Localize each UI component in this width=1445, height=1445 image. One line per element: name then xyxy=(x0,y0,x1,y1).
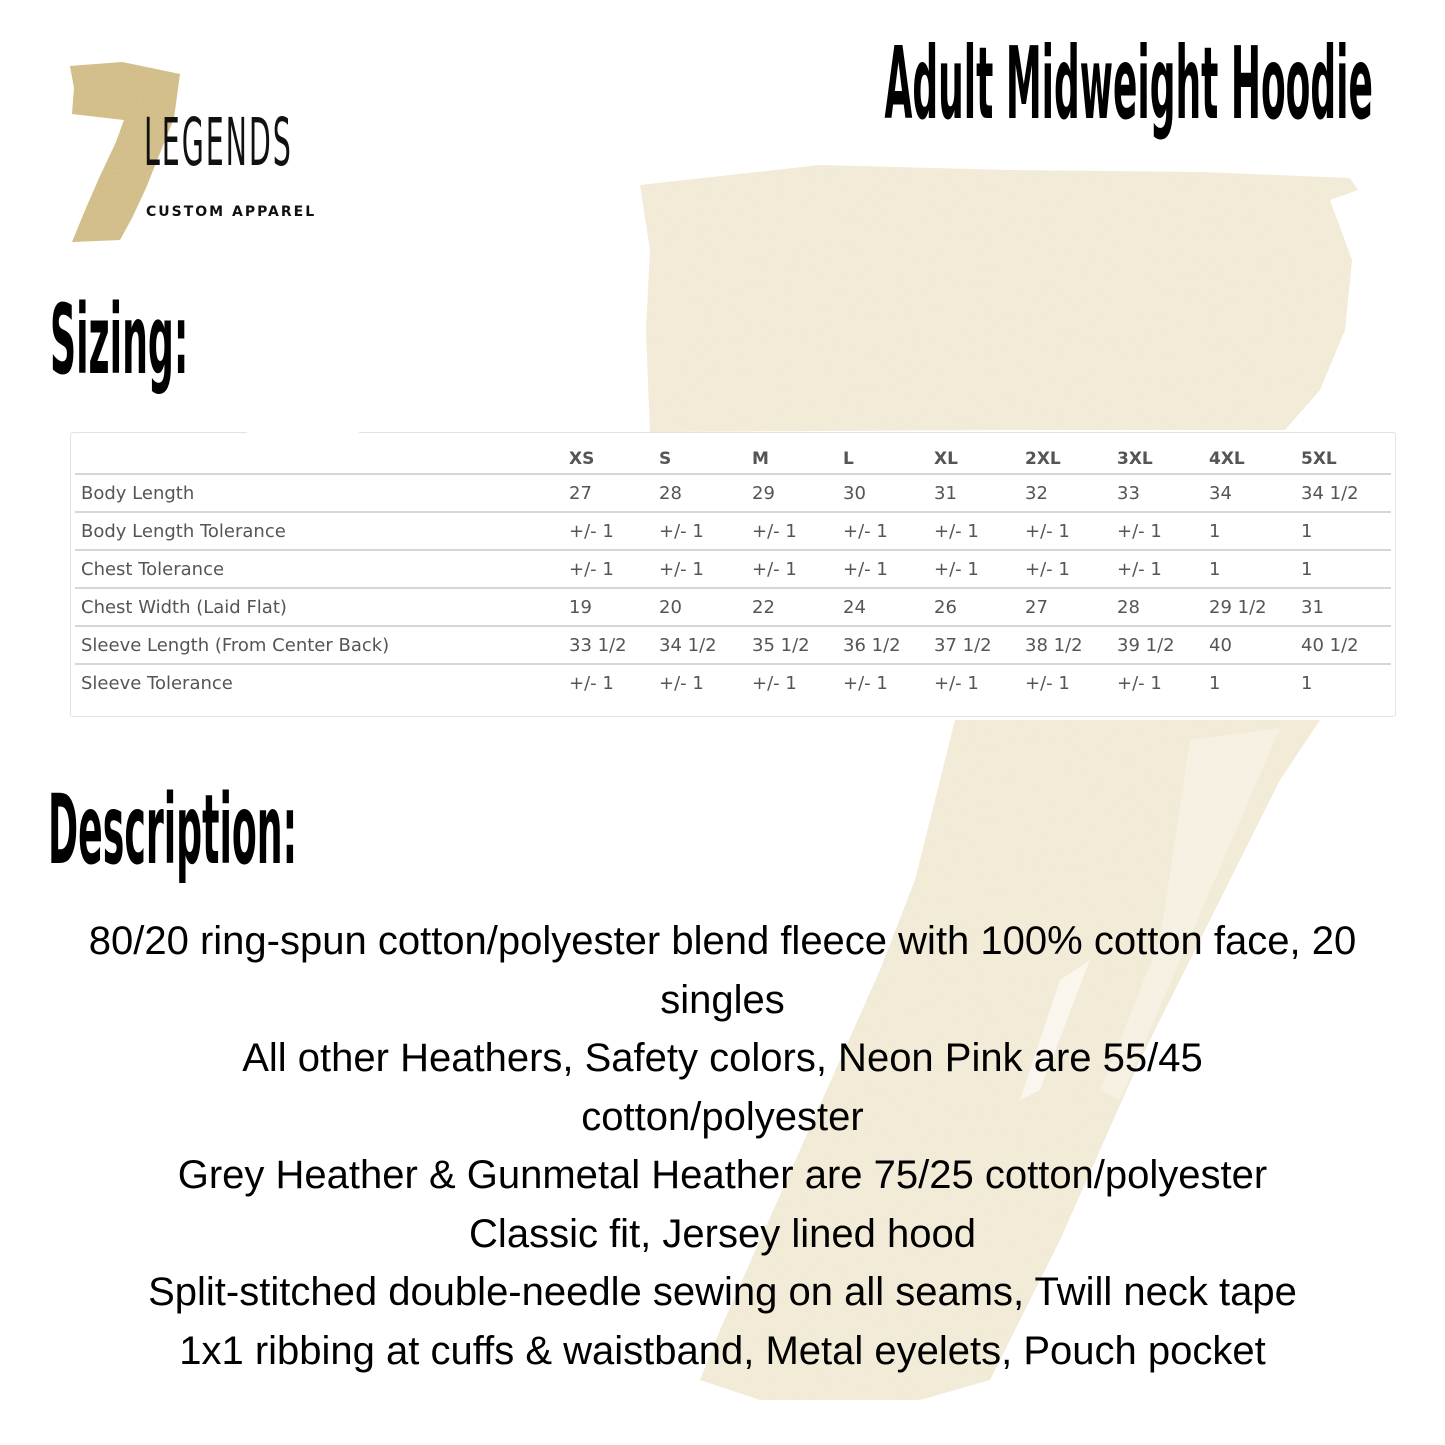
description-line: 1x1 ribbing at cuffs & waistband, Metal eyelets, Pouch pocket xyxy=(179,1328,1266,1373)
table-cell: 19 xyxy=(569,588,659,626)
table-cell: +/- 1 xyxy=(843,672,888,694)
size-chart-table-container xyxy=(70,432,1396,717)
header-cell-4xl: 4XL xyxy=(1209,445,1301,474)
table-cell: +/- 1 xyxy=(843,512,934,550)
table-cell: 27 xyxy=(569,474,659,512)
table-cell: +/- 1 xyxy=(659,512,752,550)
sizing-heading: Sizing: xyxy=(50,284,189,396)
table-cell: 34 1/2 xyxy=(1301,474,1391,512)
table-cell: +/- 1 xyxy=(659,672,704,694)
table-cell: 40 xyxy=(1209,626,1301,664)
table-row xyxy=(75,550,1391,588)
table-cell: 28 xyxy=(1117,588,1209,626)
table-cell: +/- 1 xyxy=(752,512,843,550)
row-label: Body Length xyxy=(75,474,569,512)
table-cell: +/- 1 xyxy=(569,672,614,694)
table-cell: +/- 1 xyxy=(1025,550,1117,588)
table-cell: 1 xyxy=(1301,672,1313,694)
table-cell: +/- 1 xyxy=(1117,672,1162,694)
row-label: Sleeve Tolerance xyxy=(81,672,233,694)
table-cell: 32 xyxy=(1025,474,1117,512)
header-cell-5xl: 5XL xyxy=(1301,445,1391,474)
description-heading: Description: xyxy=(48,774,298,886)
logo-tagline: CUSTOM APPAREL xyxy=(146,204,317,220)
row-label: Sleeve Length (From Center Back) xyxy=(75,626,569,664)
description-line: All other Heathers, Safety colors, Neon Pink are 55/45 cotton/polyester xyxy=(242,1036,1203,1139)
table-cell: 34 xyxy=(1209,474,1301,512)
table-header-row xyxy=(75,445,1391,474)
table-notch xyxy=(247,431,359,435)
description-line: 80/20 ring-spun cotton/polyester blend fleece with 100% cotton face, 20 singles xyxy=(88,919,1357,1022)
header-cell-l: L xyxy=(843,445,934,474)
table-cell: +/- 1 xyxy=(1025,512,1117,550)
table-cell: 31 xyxy=(1301,588,1391,626)
brand-logo xyxy=(62,58,342,248)
table-cell: 20 xyxy=(659,588,752,626)
table-cell: 29 1/2 xyxy=(1209,588,1301,626)
header-cell-xs: XS xyxy=(569,445,659,474)
table-cell: +/- 1 xyxy=(752,550,843,588)
table-cell: 29 xyxy=(752,474,843,512)
table-cell: +/- 1 xyxy=(1117,512,1209,550)
table-row xyxy=(75,474,1391,512)
table-cell: 35 1/2 xyxy=(752,626,843,664)
description-line: Split-stitched double-needle sewing on all seams, Twill neck tape xyxy=(148,1270,1297,1314)
table-cell: 37 1/2 xyxy=(934,626,1025,664)
table-cell: 1 xyxy=(1209,550,1301,588)
table-cell: 39 1/2 xyxy=(1117,626,1209,664)
header-cell-label xyxy=(75,445,569,474)
table-cell: 38 1/2 xyxy=(1025,626,1117,664)
size-chart-table xyxy=(75,445,1391,701)
table-cell: 28 xyxy=(659,474,752,512)
table-cell: 33 xyxy=(1117,474,1209,512)
row-label: Chest Tolerance xyxy=(75,550,569,588)
table-cell: 1 xyxy=(1209,672,1221,694)
table-cell: 30 xyxy=(843,474,934,512)
table-cell: +/- 1 xyxy=(934,512,1025,550)
table-cell: 22 xyxy=(752,588,843,626)
header-cell-m: M xyxy=(752,445,843,474)
table-cell: 1 xyxy=(1209,512,1301,550)
table-row xyxy=(75,588,1391,626)
row-label: Body Length Tolerance xyxy=(75,512,569,550)
table-cell: 31 xyxy=(934,474,1025,512)
table-cell: +/- 1 xyxy=(659,550,752,588)
table-cell: 34 1/2 xyxy=(659,626,752,664)
table-cell: 33 1/2 xyxy=(569,626,659,664)
table-cell: 27 xyxy=(1025,588,1117,626)
table-cell: 1 xyxy=(1301,512,1391,550)
table-cell: 36 1/2 xyxy=(843,626,934,664)
table-cell: 24 xyxy=(843,588,934,626)
table-row xyxy=(75,664,1391,701)
table-cell: +/- 1 xyxy=(1025,672,1070,694)
table-cell: 1 xyxy=(1301,550,1391,588)
header-cell-xl: XL xyxy=(934,445,1025,474)
table-cell: +/- 1 xyxy=(934,672,979,694)
table-cell: +/- 1 xyxy=(569,550,659,588)
table-cell: +/- 1 xyxy=(934,550,1025,588)
description-line: Classic fit, Jersey lined hood xyxy=(469,1211,976,1256)
table-cell: +/- 1 xyxy=(1117,550,1209,588)
description-line: Grey Heather & Gunmetal Heather are 75/25 cotton/polyester xyxy=(177,1153,1268,1197)
header-cell-s: S xyxy=(659,445,752,474)
logo-wordmark: LEGENDS xyxy=(144,104,293,181)
table-cell: 26 xyxy=(934,588,1025,626)
description-text xyxy=(0,912,1445,1380)
table-cell: +/- 1 xyxy=(752,672,797,694)
table-cell: +/- 1 xyxy=(843,550,934,588)
table-cell: +/- 1 xyxy=(569,512,659,550)
table-row xyxy=(75,626,1391,664)
table-cell: 40 1/2 xyxy=(1301,626,1391,664)
row-label: Chest Width (Laid Flat) xyxy=(75,588,569,626)
table-row xyxy=(75,512,1391,550)
header-cell-3xl: 3XL xyxy=(1117,445,1209,474)
page-title: Adult Midweight Hoodie xyxy=(884,25,1373,142)
header-cell-2xl: 2XL xyxy=(1025,445,1117,474)
